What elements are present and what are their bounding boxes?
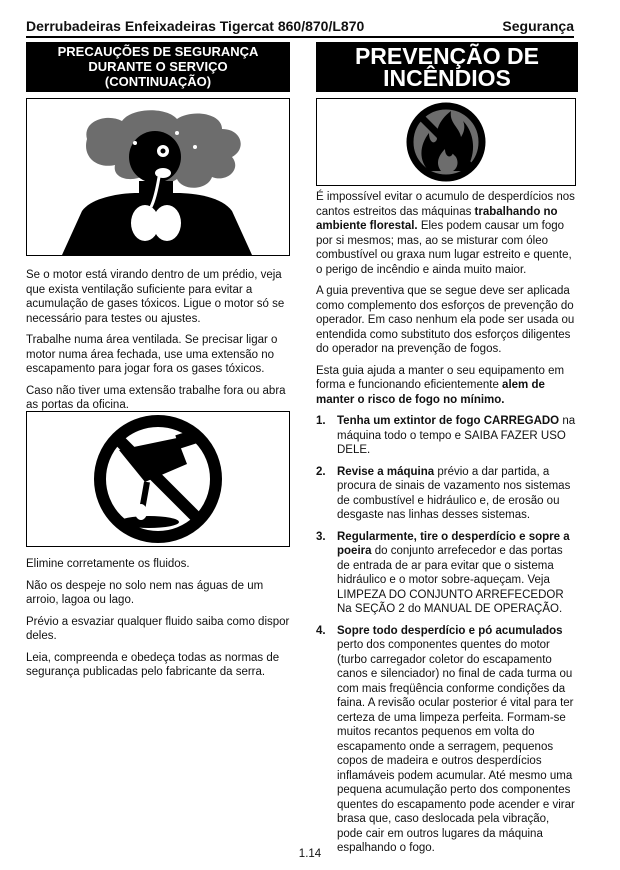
list-item: [316, 530, 578, 617]
list-item: [316, 465, 578, 523]
no-dumping-illustration: [26, 411, 290, 547]
page-number: 1.14: [298, 848, 322, 860]
paragraph: Prévio a esvaziar qualquer fluido saiba como dispor deles.: [26, 615, 290, 642]
text-run: Eles podem causar um fogo por si mesmos; mas, ao se misturar com óleo combustível ou graxa num lugar estreito e quente, o perigo de incêndio e ainda muito maior.: [316, 220, 572, 276]
prevention-steps-list: [316, 414, 578, 856]
safety-precautions-banner: [26, 42, 290, 92]
item-text: perto dos componentes quentes do motor (turbo carregador coletor do escapamento canos e silenciador) no final de cada turma ou com mais freqüência conforme condições da faina. A revisão ocular posterior é vital para ter certeza de uma limpeza perfeita. Formam-se muitos recantos pequenos em volta do escapamento onde a serragem, pequenos copos de madeira e outros desperdícios inflamáveis podem acumular. Até mesmo uma pequena acumulação perto dos componentes quentes do escapamento pode acender e virar brasa que, caso deslocada pela vibração, pode cair em outros lugares da máquina espalhando o fogo.: [337, 639, 575, 854]
item-bold: Regularmente, tire o desperdício e sopre a poeira: [337, 530, 570, 557]
item-number: 1.: [316, 415, 326, 427]
banner-line: PRECAUÇÕES DE SEGURANÇA: [57, 44, 259, 59]
banner-line: PREVENÇÃO DE: [354, 43, 540, 69]
item-bold: Tenha um extintor de fogo CARREGADO: [337, 415, 560, 427]
list-item: [316, 624, 578, 856]
item-text: na máquina todo o tempo e SAIBA FAZER USO DELE.: [337, 415, 576, 456]
text-run-bold: alem de manter o risco de fogo no mínimo.: [316, 379, 545, 406]
fire-prevention-text: [316, 190, 578, 863]
no-fire-illustration: [316, 98, 576, 186]
paragraph: [316, 190, 578, 277]
banner-line: (CONTINUAÇÃO): [104, 74, 212, 89]
item-bold: Sopre todo desperdício e pó acumulados: [337, 624, 563, 637]
item-number: 2.: [316, 465, 326, 478]
paragraph: Não os despeje no solo nem nas águas de um arroio, lagoa ou lago.: [26, 579, 264, 606]
item-number: 3.: [316, 530, 326, 543]
fluid-disposal-text: [26, 557, 290, 687]
paragraph: [316, 364, 578, 408]
paragraph: Se o motor está virando dentro de um prédio, veja que exista ventilação suficiente para evitar a acumulação de gases tóxicos. Ligue o motor só se necessário para testes ou ajustes.: [26, 269, 285, 325]
text-run: Esta guia ajuda a manter o seu equipamento em forma e funcionando eficientemente: [316, 364, 565, 391]
banner-line: INCÊNDIOS: [383, 65, 511, 91]
item-bold: Revise a máquina: [337, 465, 435, 478]
banner-line: DURANTE O SERVIÇO: [88, 59, 228, 74]
ventilation-text: [26, 268, 290, 420]
fire-prevention-banner: [316, 42, 578, 92]
paragraph: Trabalhe numa área ventilada. Se precisar ligar o motor numa área fechada, use uma extensão no escapamento para jogar fora os gases tóxicos.: [26, 334, 278, 375]
list-item: [316, 414, 578, 458]
item-text: do conjunto arrefecedor e das portas de entrada de ar para evitar que o sistema hidráulico e o motor sobre-aqueçam. Veja LIMPEZA DO CONJUNTO ARREFECEDOR Na SEÇÃO 2 do MANUAL DE OPERAÇÃO.: [337, 545, 564, 615]
paragraph: Leia, compreenda e obedeça todas as normas de segurança publicadas pelo fabricante da serra.: [26, 651, 280, 678]
paragraph: Elimine corretamente os fluidos.: [26, 558, 190, 570]
section-title: Segurança: [502, 18, 574, 34]
item-text: prévio a dar partida, a procura de sinais de vazamento nos sistemas de combustível e hidráulico e, de erosão ou desgaste nas linhas desses sistemas.: [337, 465, 571, 521]
paragraph: A guia preventiva que se segue deve ser aplicada como complemento dos esforços de prevenção do operador. Em caso nenhum ela pode ser usada ou entendida como substituto dos esforços diligentes do operador na prevenção de fogos.: [316, 285, 575, 355]
item-number: 4.: [316, 624, 326, 637]
manual-title: Derrubadeiras Enfeixadeiras Tigercat 860/870/L870: [26, 18, 365, 34]
toxic-gas-inhalation-icon: [27, 99, 289, 255]
no-dumping-fluids-icon: [27, 412, 289, 546]
paragraph: Caso não tiver uma extensão trabalhe fora ou abra as portas da oficina.: [26, 384, 286, 411]
page-header: [26, 16, 574, 38]
toxic-gas-illustration: [26, 98, 290, 256]
no-fire-icon: [317, 99, 575, 185]
text-run-bold: trabalhando no ambiente florestal.: [316, 205, 558, 232]
text-run: É impossível evitar o acumulo de desperdícios nos cantos estreitos das máquinas: [316, 191, 575, 218]
